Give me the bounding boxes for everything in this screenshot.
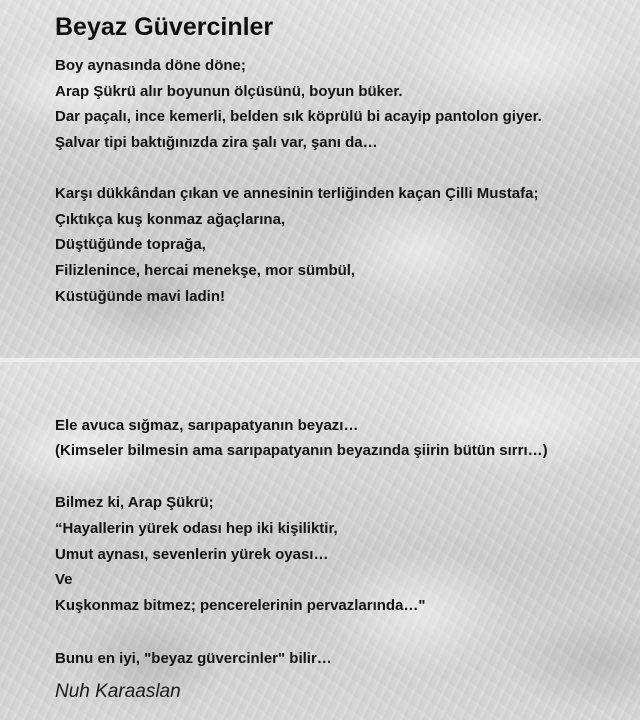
poem-line: “Hayallerin yürek odası hep iki kişiliktir, xyxy=(55,520,338,537)
poem-line: Karşı dükkândan çıkan ve annesinin terliğinden kaçan Çilli Mustafa; xyxy=(55,185,539,202)
poem-line: Umut aynası, sevenlerin yürek oyası… xyxy=(55,546,329,563)
poem-line: Kuşkonmaz bitmez; pencerelerinin pervazlarında…" xyxy=(55,597,426,614)
poem-author: Nuh Karaaslan xyxy=(55,681,181,702)
poem-line: Boy aynasında döne döne; xyxy=(55,57,246,74)
poem-line: Bilmez ki, Arap Şükrü; xyxy=(55,494,214,511)
poem-line: Bunu en iyi, "beyaz güvercinler" bilir… xyxy=(55,650,332,667)
poem-line: Küstüğünde mavi ladin! xyxy=(55,288,226,305)
poem-line: Arap Şükrü alır boyunun ölçüsünü, boyun büker. xyxy=(55,83,403,100)
poem-line: Ve xyxy=(55,571,73,588)
poem-line: Çıktıkça kuş konmaz ağaçlarına, xyxy=(55,211,286,228)
poem-line: (Kimseler bilmesin ama sarıpapatyanın beyazında şiirin bütün sırrı…) xyxy=(55,442,548,459)
poem-title: Beyaz Güvercinler xyxy=(55,13,274,41)
poem-line: Ele avuca sığmaz, sarıpapatyanın beyazı… xyxy=(55,417,359,434)
poem-line: Şalvar tipi baktığınızda zira şalı var, şanı da… xyxy=(55,134,378,151)
poem-line: Dar paçalı, ince kemerli, belden sık köprülü bi acayip pantolon giyer. xyxy=(55,108,542,125)
poem-line: Düştüğünde toprağa, xyxy=(55,236,206,253)
poem-line: Filizlenince, hercai menekşe, mor sümbül, xyxy=(55,262,356,279)
